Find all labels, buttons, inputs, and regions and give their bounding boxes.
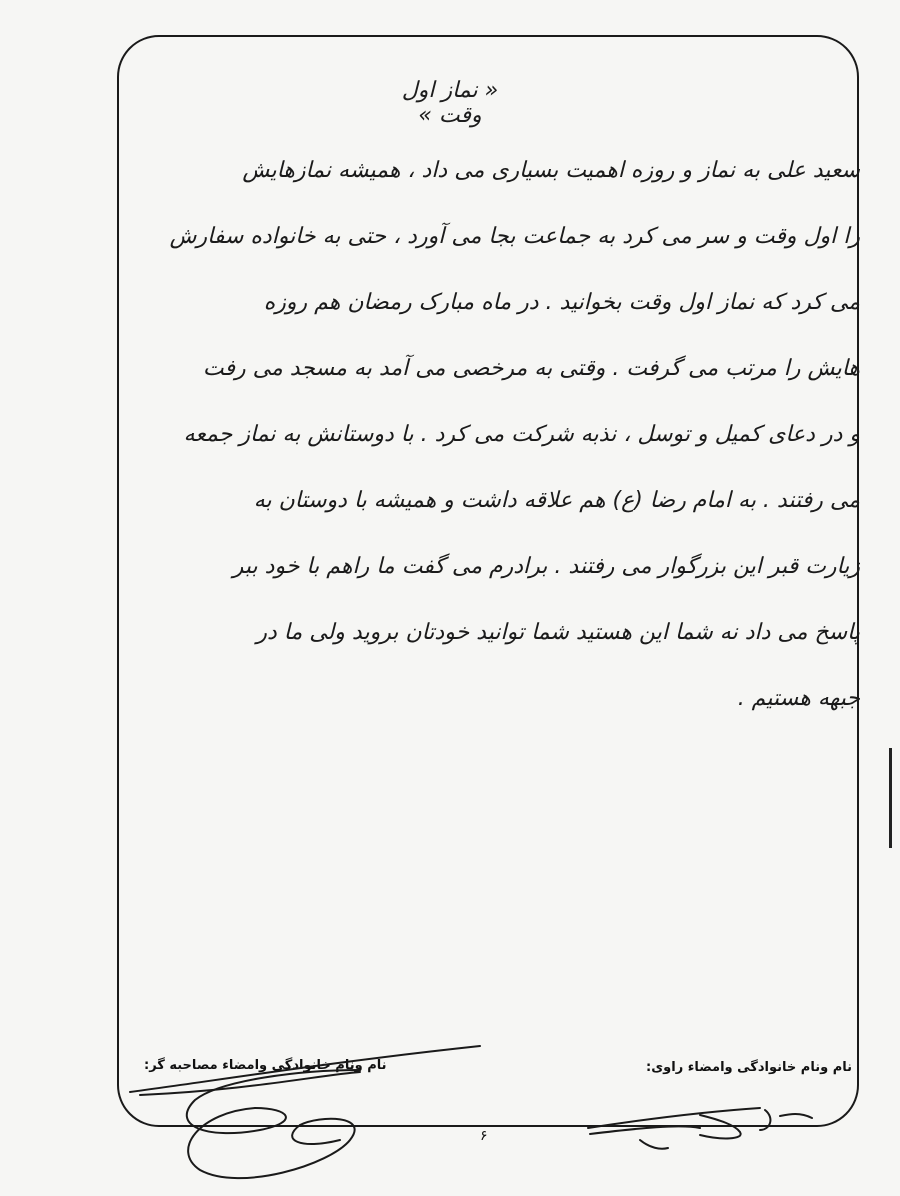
- edge-bracket-mark: [889, 748, 900, 848]
- interviewer-signature-label: نام ونام خانوادگی وامضاء مصاحبه گر:: [144, 1058, 387, 1073]
- narrator-signature-label: نام ونام خانوادگی وامضاء راوی:: [646, 1060, 852, 1075]
- text-line: و در دعای کمیل و توسل ، نذبه شرکت می کرد . با دوستانش به نماز جمعه: [183, 422, 860, 447]
- text-line: سعید علی به نماز و روزه اهمیت بسیاری می داد ، همیشه نمازهایش: [242, 158, 860, 183]
- text-line: می رفتند . به امام رضا (ع) هم علاقه داشت و همیشه با دوستان به: [253, 488, 860, 513]
- text-line: هایش را مرتب می گرفت . وقتی به مرخصی می آمد به مسجد می رفت: [202, 356, 860, 381]
- document-title: « نماز اول وقت »: [401, 78, 499, 128]
- narrator-signature: [588, 1108, 812, 1149]
- page-number: ۶: [480, 1128, 488, 1144]
- text-line: جبهه هستیم .: [737, 686, 860, 711]
- text-line: پاسخ می داد نه شما این هستید شما توانید خودتان بروید ولی ما در: [256, 620, 860, 645]
- interviewer-signature: [130, 1046, 480, 1178]
- text-line: می کرد که نماز اول وقت بخوانید . در ماه مبارک رمضان هم روزه: [263, 290, 860, 315]
- text-line: را اول وقت و سر می کرد به جماعت بجا می آورد ، حتی به خانواده سفارش: [169, 224, 860, 249]
- text-line: زیارت قبر این بزرگوار می رفتند . برادرم می گفت ما راهم با خود ببر: [232, 554, 860, 579]
